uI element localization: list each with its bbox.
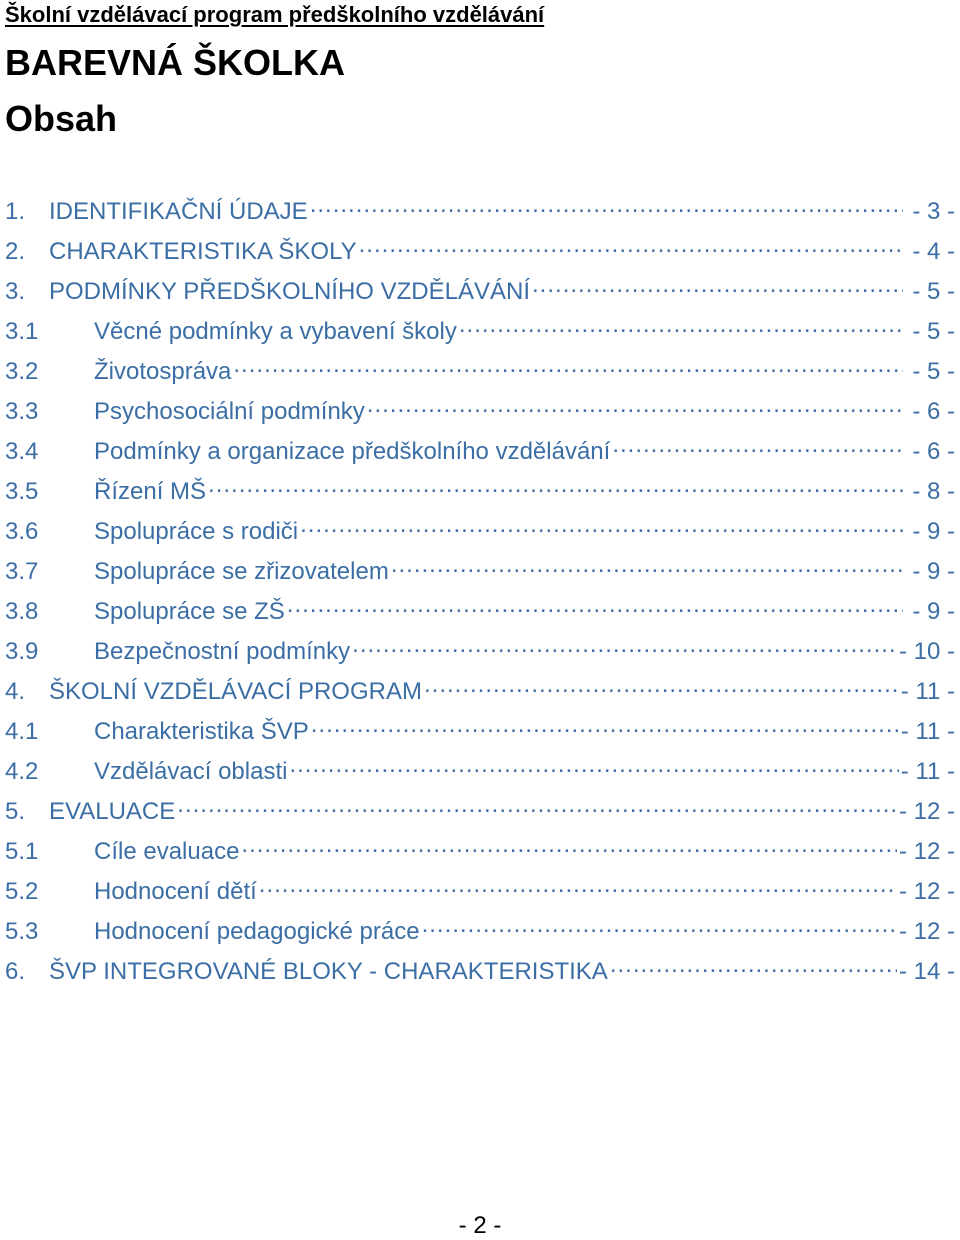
document-header: Školní vzdělávací program předškolního vzdělávání [5, 2, 545, 27]
toc-entry-page: - 12 - [898, 878, 955, 905]
toc-entry-title: Psychosociální podmínky [94, 398, 365, 425]
toc-dot-leader [352, 631, 897, 659]
toc-dot-leader [359, 231, 903, 259]
toc-entry-page: - 9 - [912, 598, 955, 625]
toc-dot-leader [459, 311, 903, 339]
toc-entry[interactable] [5, 831, 955, 871]
toc-entry[interactable] [5, 271, 955, 311]
toc-entry-page: - 11 - [900, 758, 955, 785]
toc-entry[interactable] [5, 391, 955, 431]
school-name-title: BAREVNÁ ŠKOLKA [5, 42, 346, 83]
toc-entry-title: IDENTIFIKAČNÍ ÚDAJE [49, 198, 308, 225]
toc-entry[interactable] [5, 871, 955, 911]
toc-entry-number: 2. [5, 238, 26, 265]
toc-entry-title: Spolupráce se zřizovatelem [94, 558, 389, 585]
toc-dot-leader [300, 511, 903, 539]
toc-heading: Obsah [5, 98, 118, 139]
toc-entry-number: 5.1 [5, 838, 39, 865]
toc-entry[interactable] [5, 311, 955, 351]
toc-entry-page: - 11 - [900, 678, 955, 705]
toc-dot-leader [241, 831, 897, 859]
toc-entry-title: Vzdělávací oblasti [94, 758, 288, 785]
toc-entry[interactable] [5, 511, 955, 551]
toc-entry-title: Řízení MŠ [94, 478, 207, 505]
toc-dot-leader [259, 871, 897, 899]
toc-entry-title: Charakteristika ŠVP [94, 718, 309, 745]
toc-entry-title: ŠVP INTEGROVANÉ BLOKY - CHARAKTERISTIKA [49, 958, 608, 985]
toc-entry-number: 3.4 [5, 438, 39, 465]
toc-entry-page: - 6 - [912, 438, 955, 465]
page-number: - 2 - [458, 1212, 502, 1239]
toc-entry-number: 3. [5, 278, 26, 305]
toc-entry-number: 3.6 [5, 518, 39, 545]
toc-entry-number: 3.9 [5, 638, 39, 665]
toc-entry[interactable] [5, 951, 955, 991]
toc-entry[interactable] [5, 471, 955, 511]
toc-dot-leader [367, 391, 903, 419]
toc-entry-title: Životospráva [94, 358, 232, 385]
toc-dot-leader [287, 591, 903, 619]
toc-entry-title: ŠKOLNÍ VZDĚLÁVACÍ PROGRAM [49, 678, 422, 705]
toc-entry[interactable] [5, 231, 955, 271]
toc-entry[interactable] [5, 751, 955, 791]
toc-entry[interactable] [5, 671, 955, 711]
toc-entry-page: - 3 - [912, 198, 955, 225]
toc-entry-title: Hodnocení pedagogické práce [94, 918, 420, 945]
toc-entry-title: CHARAKTERISTIKA ŠKOLY [49, 238, 357, 265]
toc-entry-number: 3.2 [5, 358, 39, 385]
toc-entry[interactable] [5, 911, 955, 951]
toc-entry-number: 1. [5, 198, 26, 225]
toc-entry[interactable] [5, 551, 955, 591]
toc-entry-page: - 12 - [898, 918, 955, 945]
toc-entry-title: PODMÍNKY PŘEDŠKOLNÍHO VZDĚLÁVÁNÍ [49, 278, 531, 305]
toc-entry[interactable] [5, 591, 955, 631]
toc-entry[interactable] [5, 431, 955, 471]
toc-dot-leader [391, 551, 903, 579]
table-of-contents [5, 191, 955, 991]
toc-entry-title: EVALUACE [49, 798, 176, 825]
toc-entry[interactable] [5, 711, 955, 751]
toc-entry[interactable] [5, 631, 955, 671]
toc-dot-leader [208, 471, 903, 499]
toc-entry-number: 3.1 [5, 318, 39, 345]
toc-entry-number: 3.8 [5, 598, 39, 625]
toc-entry-number: 3.5 [5, 478, 39, 505]
toc-dot-leader [532, 271, 903, 299]
toc-dot-leader [311, 711, 899, 739]
toc-entry-page: - 14 - [898, 958, 955, 985]
toc-entry-title: Spolupráce se ZŠ [94, 598, 285, 625]
toc-dot-leader [289, 751, 898, 779]
toc-entry[interactable] [5, 791, 955, 831]
toc-entry-number: 5.3 [5, 918, 39, 945]
toc-entry-number: 4. [5, 678, 26, 705]
toc-entry-number: 3.3 [5, 398, 39, 425]
toc-entry-page: - 11 - [900, 718, 955, 745]
toc-entry-title: Podmínky a organizace předškolního vzdělávání [94, 438, 611, 465]
toc-entry-page: - 12 - [898, 798, 955, 825]
toc-entry-page: - 9 - [912, 558, 955, 585]
toc-entry-number: 5.2 [5, 878, 39, 905]
toc-dot-leader [610, 951, 897, 979]
toc-dot-leader [424, 671, 899, 699]
toc-entry-title: Věcné podmínky a vybavení školy [94, 318, 457, 345]
toc-entry-number: 6. [5, 958, 26, 985]
toc-entry-page: - 8 - [912, 478, 955, 505]
toc-entry-title: Spolupráce s rodiči [94, 518, 299, 545]
toc-entry-number: 3.7 [5, 558, 39, 585]
toc-entry-page: - 5 - [912, 358, 955, 385]
toc-entry-page: - 9 - [912, 518, 955, 545]
toc-entry-number: 4.2 [5, 758, 39, 785]
toc-entry-page: - 5 - [912, 278, 955, 305]
toc-entry-number: 4.1 [5, 718, 39, 745]
toc-dot-leader [612, 431, 903, 459]
toc-dot-leader [422, 911, 897, 939]
toc-dot-leader [177, 791, 897, 819]
toc-entry[interactable] [5, 191, 955, 231]
toc-entry-title: Bezpečnostní podmínky [94, 638, 351, 665]
toc-dot-leader [310, 191, 903, 219]
toc-entry-page: - 5 - [912, 318, 955, 345]
toc-entry-page: - 6 - [912, 398, 955, 425]
toc-entry-page: - 12 - [898, 838, 955, 865]
toc-entry-title: Cíle evaluace [94, 838, 240, 865]
toc-entry-number: 5. [5, 798, 26, 825]
toc-entry-page: - 4 - [912, 238, 955, 265]
toc-entry-page: - 10 - [898, 638, 955, 665]
toc-entry[interactable] [5, 351, 955, 391]
toc-entry-title: Hodnocení dětí [94, 878, 257, 905]
toc-dot-leader [233, 351, 903, 379]
